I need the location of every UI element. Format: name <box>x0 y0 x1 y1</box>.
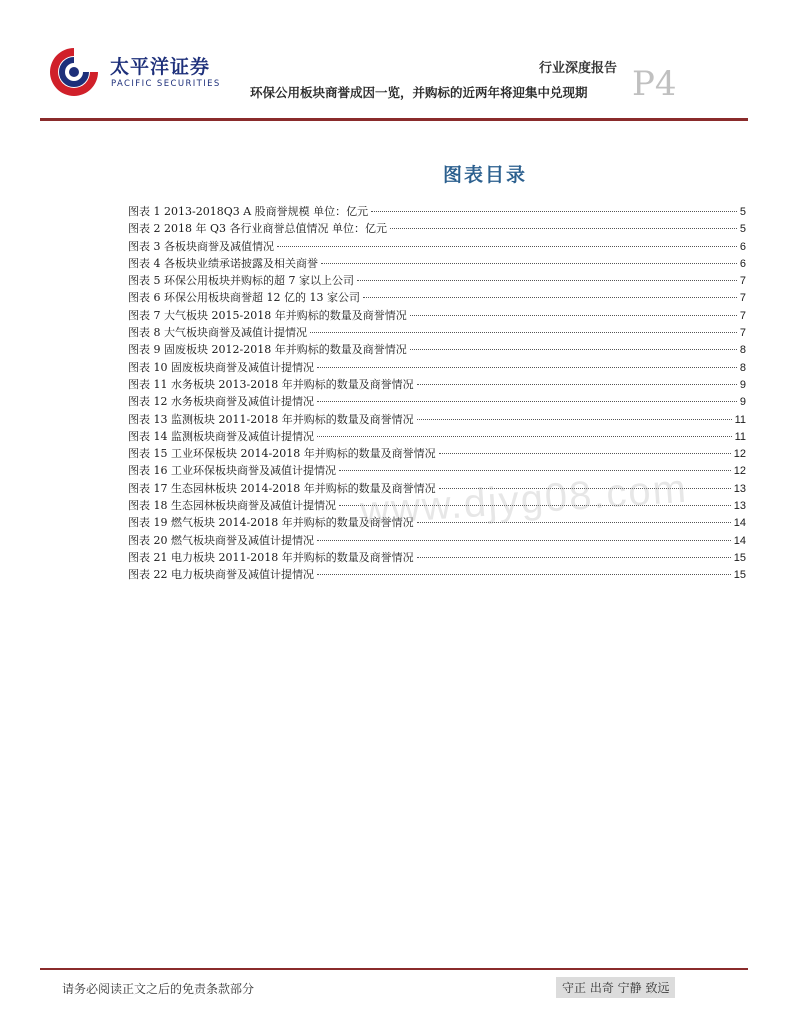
toc-dot-leader <box>310 332 737 333</box>
report-title: 环保公用板块商誉成因一览，并购标的近两年将迎集中兑现期 <box>250 85 588 100</box>
toc-dot-leader <box>417 384 737 385</box>
toc-entry[interactable] <box>128 566 746 583</box>
footer-disclaimer: 请务必阅读正文之后的免责条款部分 <box>62 982 255 996</box>
toc-entry-label[interactable]: 图表 22 电力板块商誉及减值计提情况 <box>128 568 314 582</box>
toc-entry-label[interactable]: 图表 12 水务板块商誉及减值计提情况 <box>128 395 314 409</box>
toc-dot-leader <box>317 436 732 437</box>
toc-entry[interactable] <box>128 393 746 410</box>
toc-entry-label[interactable]: 图表 10 固废板块商誉及减值计提情况 <box>128 360 314 374</box>
report-type: 行业深度报告 <box>538 61 617 76</box>
page-number: P4 <box>632 64 677 104</box>
toc-entry[interactable] <box>128 359 746 376</box>
toc-entry-page: 5 <box>739 206 746 218</box>
toc-entry-label[interactable]: 图表 21 电力板块 2011-2018 年并购标的数量及商誉情况 <box>128 550 414 564</box>
toc-dot-leader <box>277 246 737 247</box>
toc-entry-page: 15 <box>733 551 746 564</box>
toc-entry[interactable] <box>128 411 746 428</box>
toc-entry-label[interactable]: 图表 7 大气板块 2015-2018 年并购标的数量及商誉情况 <box>128 308 407 322</box>
company-name-cn: 太平洋证券 <box>110 56 211 78</box>
toc-entry-label[interactable]: 图表 2 2018 年 Q3 各行业商誉总值情况 单位：亿元 <box>128 222 387 236</box>
toc-entry-label[interactable]: 图表 15 工业环保板块 2014-2018 年并购标的数量及商誉情况 <box>128 447 436 461</box>
toc-entry-page: 13 <box>733 482 746 495</box>
toc-entry-page: 8 <box>739 361 746 374</box>
toc-dot-leader <box>317 367 737 368</box>
toc-entry-page: 13 <box>733 500 746 513</box>
toc-entry-page: 11 <box>734 413 746 426</box>
toc-entry-label[interactable]: 图表 9 固废板块 2012-2018 年并购标的数量及商誉情况 <box>128 343 407 357</box>
toc-entry-label[interactable]: 图表 5 环保公用板块并购标的超 7 家以上公司 <box>128 274 354 288</box>
toc-entry-label[interactable]: 图表 14 监测板块商誉及减值计提情况 <box>128 429 314 443</box>
toc-dot-leader <box>410 349 737 350</box>
toc-entry-label[interactable]: 图表 13 监测板块 2011-2018 年并购标的数量及商誉情况 <box>128 412 414 426</box>
toc-dot-leader <box>321 263 737 264</box>
toc-dot-leader <box>363 297 737 298</box>
toc-entry-page: 6 <box>739 240 746 253</box>
toc-entry-page: 15 <box>733 569 746 582</box>
toc-dot-leader <box>417 557 731 558</box>
toc-dot-leader <box>410 315 737 316</box>
toc-entry[interactable] <box>128 289 746 306</box>
toc-entry[interactable] <box>128 203 746 220</box>
toc-entry-page: 11 <box>734 430 746 443</box>
toc-entry[interactable] <box>128 445 746 462</box>
toc-entry-page: 7 <box>739 292 746 305</box>
toc-entry-page: 7 <box>739 275 746 288</box>
toc-dot-leader <box>417 419 732 420</box>
toc-entry-page: 9 <box>739 378 746 391</box>
toc-dot-leader <box>317 574 731 575</box>
toc-dot-leader <box>317 540 731 541</box>
toc-dot-leader <box>390 228 737 229</box>
toc-entry[interactable] <box>128 376 746 393</box>
toc-entry-page: 12 <box>733 465 746 478</box>
toc-entry[interactable] <box>128 341 746 358</box>
toc-entry-label[interactable]: 图表 11 水务板块 2013-2018 年并购标的数量及商誉情况 <box>128 377 414 391</box>
header-divider <box>40 118 748 121</box>
toc-entry-page: 14 <box>733 534 746 547</box>
toc-entry-label[interactable]: 图表 6 环保公用板块商誉超 12 亿的 13 家公司 <box>128 291 360 305</box>
company-logo <box>44 42 244 102</box>
toc-entry[interactable] <box>128 549 746 566</box>
toc-entry-page: 12 <box>733 448 746 461</box>
toc-entry-label[interactable]: 图表 19 燃气板块 2014-2018 年并购标的数量及商誉情况 <box>128 516 414 530</box>
toc-entry-page: 7 <box>739 327 746 340</box>
toc-entry-page: 9 <box>739 396 746 409</box>
toc-entry[interactable] <box>128 324 746 341</box>
toc-entry-label[interactable]: 图表 20 燃气板块商誉及减值计提情况 <box>128 533 314 547</box>
company-name-en: PACIFIC SECURITIES <box>111 79 221 89</box>
toc-entry[interactable] <box>128 238 746 255</box>
toc-entry-page: 5 <box>739 223 746 236</box>
toc-entry[interactable] <box>128 532 746 549</box>
toc-entry-page: 8 <box>739 344 746 357</box>
pacific-securities-logo-icon <box>44 42 104 102</box>
toc-entry-page: 14 <box>733 517 746 530</box>
toc-entry-label[interactable]: 图表 18 生态园林板块商誉及减值计提情况 <box>128 499 336 513</box>
toc-entry[interactable] <box>128 428 746 445</box>
toc-entry-label[interactable]: 图表 3 各板块商誉及减值情况 <box>128 239 274 253</box>
toc-entry-label[interactable]: 图表 16 工业环保板块商誉及减值计提情况 <box>128 464 336 478</box>
toc-dot-leader <box>357 280 737 281</box>
toc-entry-label[interactable]: 图表 17 生态园林板块 2014-2018 年并购标的数量及商誉情况 <box>128 481 436 495</box>
toc-dot-leader <box>439 453 731 454</box>
toc-entry[interactable] <box>128 220 746 237</box>
toc-entry[interactable] <box>128 255 746 272</box>
watermark: www.djyg08.com <box>358 466 690 534</box>
toc-entry-label[interactable]: 图表 8 大气板块商誉及减值计提情况 <box>128 326 307 340</box>
toc-entry-label[interactable]: 图表 1 2013-2018Q3 A 股商誉规模 单位：亿元 <box>128 205 369 218</box>
toc-entry-label[interactable]: 图表 4 各板块业绩承诺披露及相关商誉 <box>128 256 318 270</box>
toc-dot-leader <box>371 211 737 212</box>
toc-title: 图表目录 <box>442 164 527 186</box>
toc-entry-page: 7 <box>739 309 746 322</box>
toc-dot-leader <box>317 401 737 402</box>
toc-entry[interactable] <box>128 307 746 324</box>
footer-divider <box>40 968 748 970</box>
toc-entry[interactable] <box>128 272 746 289</box>
footer-motto: 守正 出奇 宁静 致远 <box>556 977 675 998</box>
toc-entry-page: 6 <box>739 257 746 270</box>
